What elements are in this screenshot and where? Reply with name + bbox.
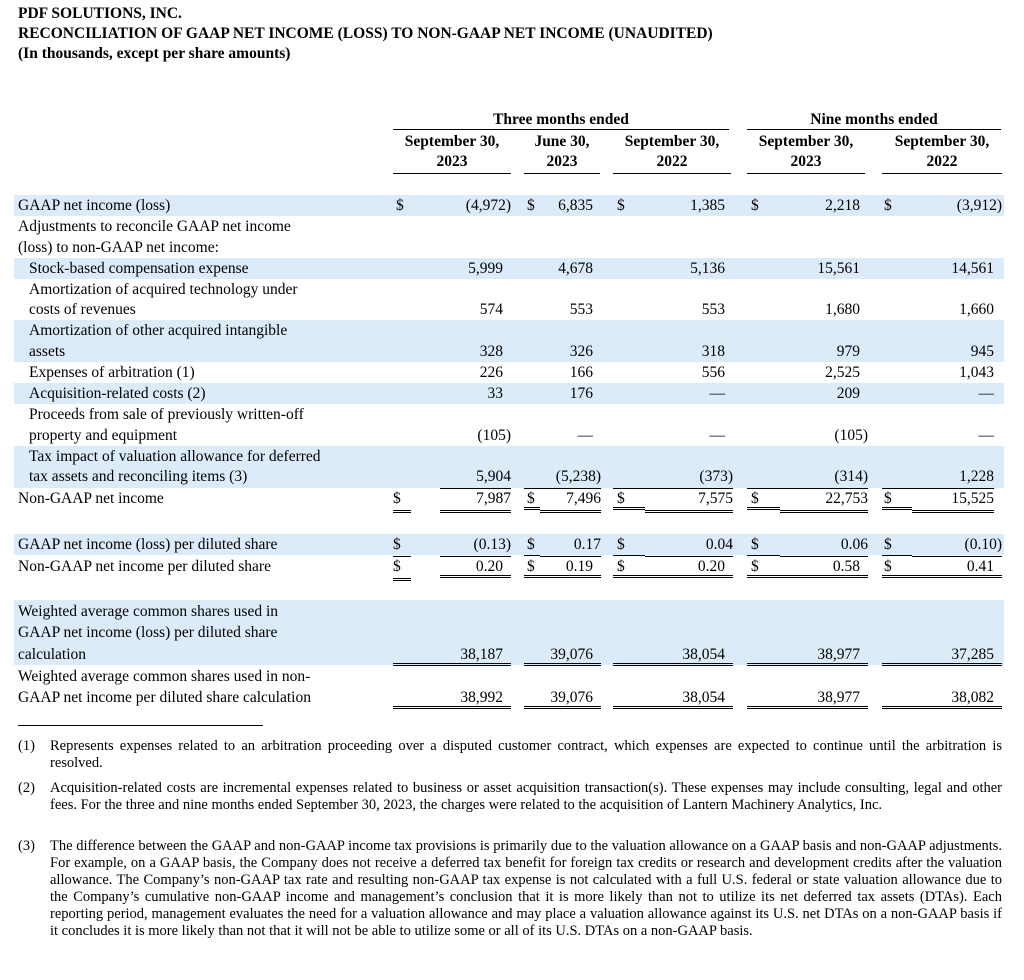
value-cell: 1,385 bbox=[690, 197, 725, 214]
footnote-text: Represents expenses related to an arbitration proceeding over a disputed customer contract, which expenses are expected to continue until the arbitration is resolved. bbox=[50, 738, 1002, 771]
value-cell: (0.10) bbox=[912, 535, 1002, 557]
col-5-year: 2022 bbox=[926, 153, 958, 170]
row-label-line-2: GAAP net income (loss) per diluted share bbox=[18, 624, 278, 641]
value-cell: 38,992 bbox=[393, 688, 511, 709]
value-cell: 979 bbox=[836, 343, 860, 360]
value-cell: 38,054 bbox=[613, 688, 733, 709]
footnote-3 bbox=[18, 838, 1002, 940]
value-cell: (105) bbox=[477, 427, 511, 444]
value-cell: 166 bbox=[569, 364, 593, 381]
currency-symbol: $ bbox=[393, 557, 411, 581]
value-cell: 1,043 bbox=[959, 364, 994, 381]
adjustments-label-line-2: (loss) to non-GAAP net income: bbox=[18, 239, 219, 256]
currency-symbol: $ bbox=[524, 489, 540, 510]
currency-symbol: $ bbox=[393, 489, 411, 513]
currency-symbol: $ bbox=[751, 197, 759, 214]
value-cell: — bbox=[709, 427, 725, 444]
currency-symbol: $ bbox=[613, 535, 645, 556]
col-1-date: September 30, bbox=[404, 133, 500, 150]
value-cell: 318 bbox=[701, 343, 725, 360]
col-4-year: 2023 bbox=[790, 153, 822, 170]
row-label-line-1: Proceeds from sale of previously written-off bbox=[29, 406, 304, 423]
value-cell: 0.58 bbox=[780, 557, 868, 578]
footnote-2 bbox=[18, 780, 1002, 814]
col-5-date: September 30, bbox=[894, 133, 990, 150]
row-label: Acquisition-related costs (2) bbox=[29, 385, 206, 402]
value-cell: (373) bbox=[613, 467, 733, 489]
value-cell: 0.20 bbox=[645, 557, 733, 578]
value-cell: 15,561 bbox=[817, 260, 860, 277]
value-cell: (3,912) bbox=[956, 197, 1002, 214]
footnote-1 bbox=[18, 738, 1002, 772]
col-3-year: 2022 bbox=[656, 153, 688, 170]
value-cell: 328 bbox=[479, 343, 503, 360]
row-label-line-1: Weighted average common shares used in non- bbox=[18, 668, 311, 685]
row-label-line-1: Amortization of other acquired intangible bbox=[29, 322, 288, 339]
value-cell: 7,575 bbox=[645, 489, 733, 513]
currency-symbol: $ bbox=[524, 535, 540, 556]
value-cell: (4,972) bbox=[465, 197, 511, 214]
row-label-line-2: property and equipment bbox=[29, 427, 178, 444]
row-label-line-1: Tax impact of valuation allowance for deferred bbox=[29, 448, 321, 465]
value-cell: 7,496 bbox=[540, 489, 601, 513]
currency-symbol: $ bbox=[617, 197, 625, 214]
currency-symbol: $ bbox=[747, 489, 780, 510]
col-2-date: June 30, bbox=[534, 133, 590, 150]
value-cell: 38,187 bbox=[393, 645, 511, 666]
value-cell: 22,753 bbox=[780, 489, 868, 513]
value-cell: 4,678 bbox=[558, 260, 593, 277]
footnote-marker: (1) bbox=[18, 738, 35, 754]
value-cell: 0.41 bbox=[912, 557, 1002, 578]
value-cell: 1,228 bbox=[882, 467, 994, 489]
row-label-line-1: Weighted average common shares used in bbox=[18, 603, 279, 620]
row-label-line-3: calculation bbox=[18, 646, 86, 663]
value-cell: 5,136 bbox=[690, 260, 725, 277]
currency-symbol: $ bbox=[527, 197, 535, 214]
value-cell: 33 bbox=[487, 385, 503, 402]
value-cell: — bbox=[709, 385, 725, 402]
value-cell: 38,977 bbox=[747, 645, 868, 666]
value-cell: 1,660 bbox=[959, 301, 994, 318]
footnote-text: Acquisition-related costs are incremental expenses related to business or asset acquisition transaction(s). These expenses may include consulting, legal and other fees. For the three and nine months ended September 30, 2023, the charges were related to the acquisition of Lantern Machinery Analytics, Inc. bbox=[50, 780, 1002, 813]
value-cell: 14,561 bbox=[951, 260, 994, 277]
value-cell: 0.17 bbox=[540, 535, 601, 557]
value-cell: 553 bbox=[701, 301, 725, 318]
col-3-date: September 30, bbox=[624, 133, 720, 150]
value-cell: 209 bbox=[836, 385, 860, 402]
value-cell: 5,904 bbox=[440, 467, 511, 489]
value-cell: (105) bbox=[834, 427, 868, 444]
company-name: PDF SOLUTIONS, INC. bbox=[18, 5, 182, 22]
currency-symbol: $ bbox=[524, 557, 540, 578]
value-cell: 2,525 bbox=[825, 364, 860, 381]
value-cell: — bbox=[577, 427, 593, 444]
value-cell: 0.04 bbox=[645, 535, 733, 557]
value-cell: 37,285 bbox=[882, 645, 1002, 666]
value-cell: 0.20 bbox=[440, 557, 511, 578]
row-label: Non-GAAP net income per diluted share bbox=[18, 558, 271, 575]
nine-months-header: Nine months ended bbox=[810, 111, 938, 128]
currency-symbol: $ bbox=[747, 535, 780, 556]
currency-symbol: $ bbox=[747, 557, 780, 578]
currency-symbol: $ bbox=[882, 557, 912, 578]
currency-symbol: $ bbox=[882, 535, 912, 556]
currency-symbol: $ bbox=[613, 557, 645, 578]
row-label-line-2: tax assets and reconciling items (3) bbox=[29, 468, 248, 485]
value-cell: — bbox=[978, 427, 994, 444]
row-label: GAAP net income (loss) per diluted share bbox=[18, 536, 278, 553]
currency-symbol: $ bbox=[613, 489, 645, 510]
value-cell: 553 bbox=[569, 301, 593, 318]
value-cell: 0.06 bbox=[780, 535, 868, 557]
row-label: Non-GAAP net income bbox=[18, 490, 164, 507]
value-cell: 38,977 bbox=[747, 688, 868, 709]
footnote-marker: (3) bbox=[18, 838, 35, 854]
document-title: RECONCILIATION OF GAAP NET INCOME (LOSS) TO NON-GAAP NET INCOME (UNAUDITED) bbox=[18, 25, 713, 42]
footnote-marker: (2) bbox=[18, 780, 35, 796]
row-label-line-2: costs of revenues bbox=[29, 301, 136, 318]
currency-symbol: $ bbox=[882, 489, 912, 510]
adjustments-label-line-1: Adjustments to reconcile GAAP net income bbox=[18, 218, 291, 235]
value-cell: (314) bbox=[747, 467, 868, 489]
col-5-rule bbox=[882, 173, 1002, 174]
currency-symbol: $ bbox=[884, 197, 892, 214]
value-cell: 2,218 bbox=[825, 197, 860, 214]
row-label-line-1: Amortization of acquired technology under bbox=[29, 281, 298, 298]
value-cell: — bbox=[978, 385, 994, 402]
row-label: GAAP net income (loss) bbox=[18, 197, 171, 214]
value-cell: 176 bbox=[569, 385, 593, 402]
col-2-year: 2023 bbox=[546, 153, 578, 170]
col-1-rule bbox=[393, 173, 511, 174]
value-cell: 326 bbox=[569, 343, 593, 360]
value-cell: 6,835 bbox=[558, 197, 593, 214]
value-cell: 39,076 bbox=[524, 688, 601, 709]
value-cell: 945 bbox=[970, 343, 994, 360]
value-cell: 556 bbox=[701, 364, 725, 381]
value-cell: 15,525 bbox=[912, 489, 994, 513]
currency-symbol: $ bbox=[396, 197, 404, 214]
col-4-date: September 30, bbox=[758, 133, 854, 150]
value-cell: 0.19 bbox=[540, 557, 601, 578]
currency-symbol: $ bbox=[393, 535, 411, 557]
value-cell: (5,238) bbox=[524, 467, 601, 489]
row-label-line-2: assets bbox=[29, 343, 66, 360]
value-cell: 39,076 bbox=[524, 645, 601, 666]
value-cell: 7,987 bbox=[440, 489, 511, 513]
col-3-rule bbox=[613, 173, 731, 174]
three-months-header: Three months ended bbox=[493, 111, 629, 128]
value-cell: 574 bbox=[479, 301, 503, 318]
footnote-divider bbox=[18, 725, 263, 726]
row-label: Stock-based compensation expense bbox=[29, 260, 249, 277]
value-cell: 1,680 bbox=[825, 301, 860, 318]
row-label-line-2: GAAP net income per diluted share calculation bbox=[18, 689, 311, 706]
row-label: Expenses of arbitration (1) bbox=[29, 364, 195, 381]
value-cell: 5,999 bbox=[468, 260, 503, 277]
footnote-text: The difference between the GAAP and non-GAAP income tax provisions is primarily due to the valuation allowance on a GAAP basis and non-GAAP adjustments. For example, on a GAAP basis, the Company does not receive a deferred tax benefit for foreign tax credits or research and development credits after the valuation allowance. The Company’s non-GAAP tax rate and resulting non-GAAP tax expense is not calculated with a full U.S. federal or state valuation allowance due to the Company’s cumulative non-GAAP income and management’s conclusion that it is more likely than not to utilize its net deferred tax assets (DTAs). Each reporting period, management evaluates the need for a valuation allowance and may place a valuation allowance against its U.S. net DTAs on a non-GAAP basis if it concludes it is more likely than not that it will not be able to utilize some or all of its U.S. DTAs on a non-GAAP basis. bbox=[50, 838, 1002, 939]
three-months-rule bbox=[393, 129, 729, 130]
value-cell: 226 bbox=[479, 364, 503, 381]
value-cell: 38,054 bbox=[613, 645, 733, 666]
units-note: (In thousands, except per share amounts) bbox=[18, 45, 291, 62]
nine-months-rule bbox=[747, 129, 1001, 130]
col-2-rule bbox=[524, 173, 600, 174]
col-4-rule bbox=[747, 173, 865, 174]
value-cell: 38,082 bbox=[882, 688, 1002, 709]
value-cell: (0.13) bbox=[440, 535, 511, 557]
col-1-year: 2023 bbox=[436, 153, 468, 170]
